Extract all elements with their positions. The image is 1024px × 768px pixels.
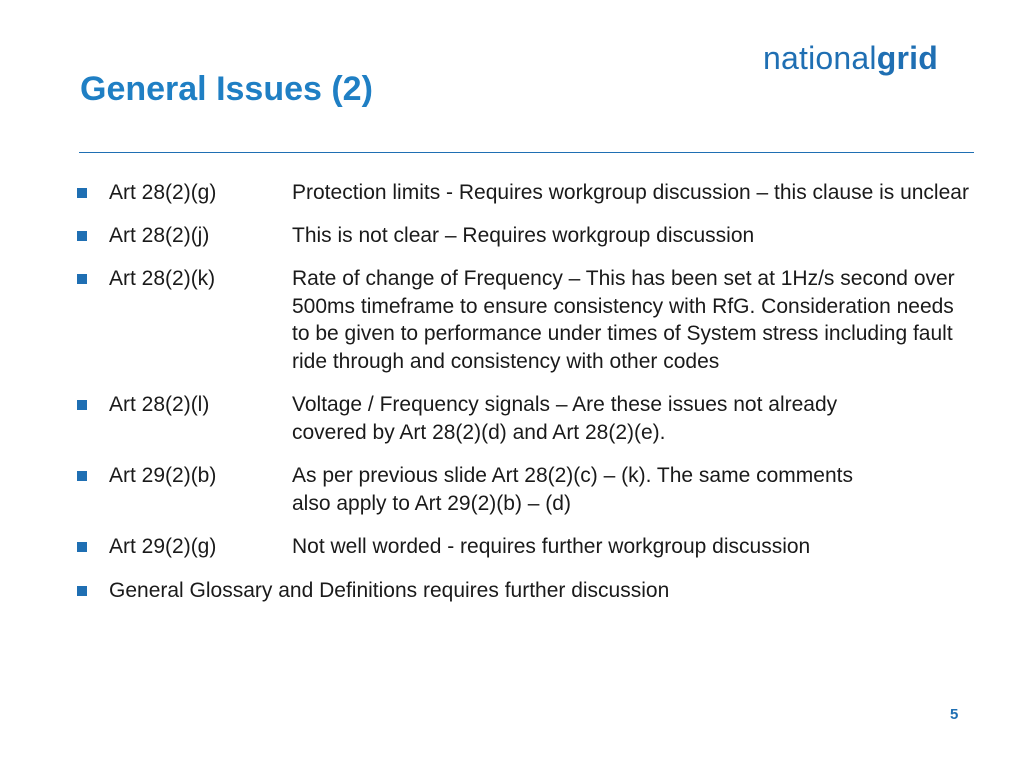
article-ref: Art 28(2)(g): [109, 181, 217, 204]
list-item: [72, 222, 972, 250]
issue-description: Voltage / Frequency signals – Are these issues not already covered by Art 28(2)(d) and Art 28(2)(e).: [292, 393, 838, 444]
square-bullet-icon: [77, 586, 87, 596]
list-item: [72, 533, 972, 561]
square-bullet-icon: [77, 471, 87, 481]
title-divider: [79, 152, 974, 153]
square-bullet-icon: [77, 542, 87, 552]
article-ref: Art 28(2)(j): [109, 223, 210, 247]
list-item: [72, 265, 972, 375]
article-ref: Art 28(2)(k): [109, 267, 216, 290]
article-ref: Art 28(2)(l): [109, 393, 210, 416]
square-bullet-icon: [77, 400, 87, 410]
article-ref: Art 29(2)(g): [109, 535, 217, 558]
closing-statement: General Glossary and Definitions requires further discussion: [109, 578, 670, 602]
issue-description: Rate of change of Frequency – This has been set at 1Hz/s second over 500ms timeframe to ensure consistency with RfG. Consideration needs to be given to performance under times of System stress including fault ride through and consistency with other codes: [292, 267, 955, 373]
issue-description: Protection limits - Requires workgroup discussion – this clause is unclear: [292, 181, 969, 204]
article-ref: Art 29(2)(b): [109, 464, 217, 487]
logo-text-bold: grid: [876, 40, 938, 76]
logo-text-regular: national: [763, 40, 877, 76]
list-item: [72, 179, 972, 207]
issue-description: Not well worded - requires further workgroup discussion: [292, 535, 811, 558]
list-item: [72, 577, 972, 605]
page-number: 5: [950, 706, 959, 723]
list-item: [72, 462, 972, 517]
issue-description: As per previous slide Art 28(2)(c) – (k). The same comments also apply to Art 29(2)(b) – (d): [292, 464, 853, 515]
issue-list: [72, 179, 972, 620]
list-item: [72, 391, 972, 446]
nationalgrid-logo: [763, 40, 938, 77]
square-bullet-icon: [77, 231, 87, 241]
slide-title: General Issues (2): [80, 70, 373, 108]
issue-description: This is not clear – Requires workgroup discussion: [292, 223, 755, 247]
square-bullet-icon: [77, 188, 87, 198]
square-bullet-icon: [77, 274, 87, 284]
